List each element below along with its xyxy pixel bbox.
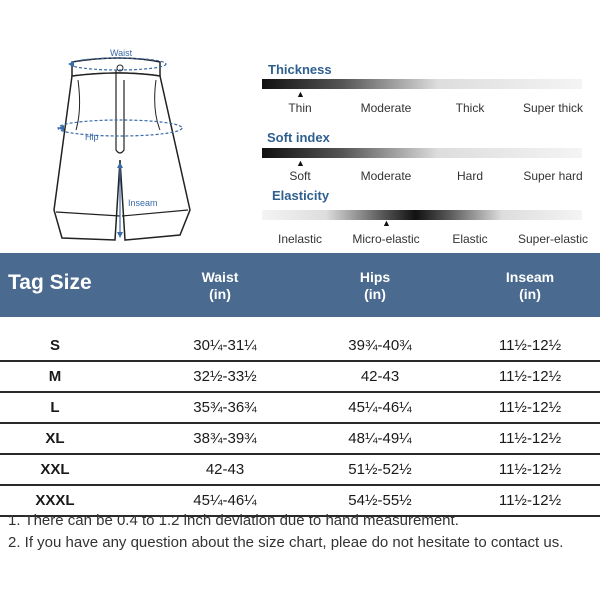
soft-index-option: Hard bbox=[456, 169, 483, 183]
waist-cell: 30¼-31¼ bbox=[193, 337, 257, 354]
inseam-header-label: Inseam bbox=[505, 269, 555, 285]
inseam-header bbox=[460, 269, 600, 303]
size-cell: XXL bbox=[40, 461, 70, 478]
tag-size-header: Tag Size bbox=[8, 271, 92, 294]
note-2: 2. If you have any question about the size chart, pleae do not hesitate to contact us. bbox=[8, 534, 564, 551]
inseam-header-unit: (in) bbox=[519, 286, 541, 302]
hips-cell: 48¼-49¼ bbox=[348, 430, 412, 447]
inseam-cell: 11½-12½ bbox=[498, 461, 562, 478]
waist-label: Waist bbox=[110, 48, 133, 58]
soft-index-title: Soft index bbox=[267, 130, 330, 145]
inseam-label: Inseam bbox=[128, 198, 158, 208]
inseam-cell: 11½-12½ bbox=[498, 368, 562, 385]
waist-header-label: Waist bbox=[201, 269, 239, 285]
soft-index-indicator-icon: ▲ bbox=[296, 158, 305, 168]
shorts-illustration-icon bbox=[40, 40, 240, 245]
thickness-gradient-bar bbox=[262, 79, 582, 89]
thickness-option: Thick bbox=[455, 101, 485, 115]
thickness-indicator-icon: ▲ bbox=[296, 89, 305, 99]
elasticity-title: Elasticity bbox=[272, 188, 330, 203]
elasticity-option: Inelastic bbox=[277, 232, 323, 246]
inseam-cell: 11½-12½ bbox=[498, 337, 562, 354]
size-cell: L bbox=[50, 399, 60, 416]
table-row bbox=[0, 393, 600, 424]
elasticity-option: Super-elastic bbox=[517, 232, 589, 246]
elasticity-indicator-icon: ▲ bbox=[382, 218, 391, 228]
waist-cell: 42-43 bbox=[205, 461, 245, 478]
waist-header bbox=[150, 269, 290, 303]
elasticity-gradient-bar bbox=[262, 210, 582, 220]
hips-cell: 45¼-46¼ bbox=[348, 399, 412, 416]
waist-cell: 45¼-46¼ bbox=[193, 492, 257, 509]
size-cell: S bbox=[49, 337, 60, 354]
hips-cell: 51½-52½ bbox=[348, 461, 412, 478]
hips-header-unit: (in) bbox=[364, 286, 386, 302]
hips-header-label: Hips bbox=[359, 269, 391, 285]
hips-cell: 39¾-40¾ bbox=[348, 337, 412, 354]
hip-label: Hip bbox=[85, 132, 99, 142]
inseam-cell: 11½-12½ bbox=[498, 492, 562, 509]
note-1: 1. There can be 0.4 to 1.2 inch deviation due to hand measurement. bbox=[8, 512, 459, 529]
thickness-option: Moderate bbox=[360, 101, 412, 115]
elasticity-option: Micro-elastic bbox=[352, 232, 420, 246]
elasticity-option: Elastic bbox=[452, 232, 488, 246]
waist-cell: 32½-33½ bbox=[193, 368, 257, 385]
waist-cell: 38¾-39¾ bbox=[193, 430, 257, 447]
hips-cell: 42-43 bbox=[360, 368, 400, 385]
inseam-cell: 11½-12½ bbox=[498, 399, 562, 416]
table-row bbox=[0, 424, 600, 455]
waist-header-unit: (in) bbox=[209, 286, 231, 302]
waist-cell: 35¾-36¾ bbox=[193, 399, 257, 416]
table-row bbox=[0, 362, 600, 393]
hips-header bbox=[305, 269, 445, 303]
table-header bbox=[0, 253, 600, 317]
soft-index-gradient-bar bbox=[262, 148, 582, 158]
table-row bbox=[0, 331, 600, 362]
size-cell: M bbox=[48, 368, 62, 385]
soft-index-option: Super hard bbox=[523, 169, 583, 183]
size-cell: XL bbox=[45, 430, 65, 447]
table-row bbox=[0, 455, 600, 486]
size-cell: XXXL bbox=[35, 492, 75, 509]
soft-index-option: Soft bbox=[289, 169, 311, 183]
soft-index-option: Moderate bbox=[360, 169, 412, 183]
inseam-cell: 11½-12½ bbox=[498, 430, 562, 447]
thickness-option: Thin bbox=[288, 101, 312, 115]
hips-cell: 54½-55½ bbox=[348, 492, 412, 509]
size-table bbox=[0, 253, 600, 517]
thickness-title: Thickness bbox=[268, 62, 332, 77]
thickness-option: Super thick bbox=[522, 101, 584, 115]
